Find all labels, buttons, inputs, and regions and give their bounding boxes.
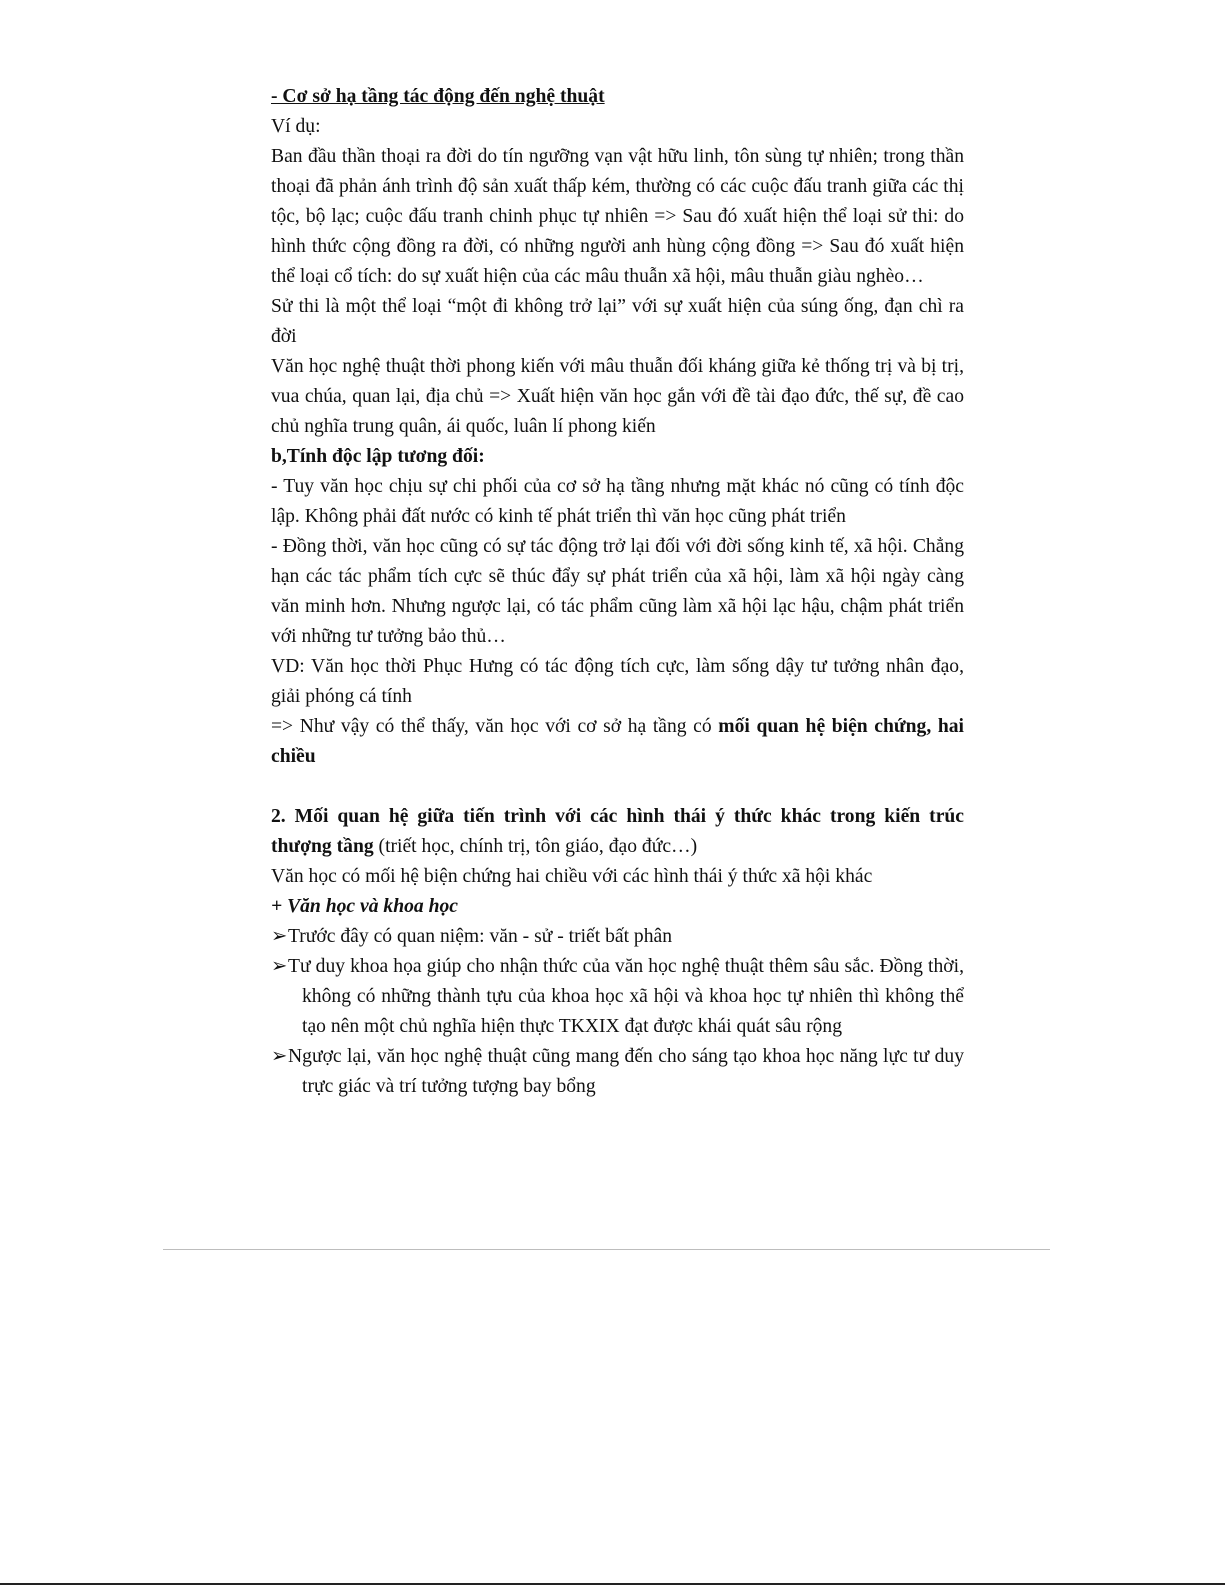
subheading-literature-science: + Văn học và khoa học xyxy=(271,896,458,917)
section-heading-infrastructure: - Cơ sở hạ tầng tác động đến nghệ thuật xyxy=(271,86,605,107)
paragraph-dialectical-relation: Văn học có mối hệ biện chứng hai chiều với các hình thái ý thức xã hội khác xyxy=(271,866,873,887)
example-label: Ví dụ: xyxy=(271,116,321,137)
section-heading-relative-independence: b,Tính độc lập tương đối: xyxy=(271,446,485,467)
footer-divider xyxy=(163,1249,1050,1250)
paragraph-epic-end: Sử thi là một thể loại “một đi không trở lại” với sự xuất hiện của súng ống, đạn chì ra đời xyxy=(271,296,964,347)
arrow-bullet-icon: ➢ xyxy=(271,926,288,947)
document-page xyxy=(271,82,964,1102)
paragraph-independence: - Tuy văn học chịu sự chi phối của cơ sở hạ tầng nhưng mặt khác nó cũng có tính độc lập. Không phải đất nước có kinh tế phát triển thì văn học cũng phát triển xyxy=(271,476,964,527)
section-heading-superstructure: 2. Mối quan hệ giữa tiến trình với các hình thái ý thức khác trong kiến trúc thượng tầng (triết học, chính trị, tôn giáo, đạo đức…) xyxy=(271,806,964,857)
bullet-item: ➢ Trước đây có quan niệm: văn - sử - triết bất phân xyxy=(271,922,964,952)
bullet-item: ➢ Tư duy khoa họa giúp cho nhận thức của văn học nghệ thuật thêm sâu sắc. Đồng thời, không có những thành tựu của khoa học xã hội và khoa học tự nhiên thì không thể tạo nên một chủ nghĩa hiện thực TKXIX đạt được khái quát sâu rộng xyxy=(271,952,964,1042)
bullet-item: ➢ Ngược lại, văn học nghệ thuật cũng mang đến cho sáng tạo khoa học năng lực tư duy trực giác và trí tưởng tượng bay bổng xyxy=(271,1042,964,1102)
paragraph-myth-epic: Ban đầu thần thoại ra đời do tín ngưỡng vạn vật hữu linh, tôn sùng tự nhiên; trong thần thoại đã phản ánh trình độ sản xuất thấp kém, thường có các cuộc đấu tranh giữa các thị tộc, bộ lạc; cuộc đấu tranh chinh phục tự nhiên => Sau đó xuất hiện thể loại sử thi: do hình thức cộng đồng ra đời, có những người anh hùng cộng đồng => Sau đó xuất hiện thể loại cổ tích: do sự xuất hiện của các mâu thuẫn xã hội, mâu thuẫn giàu nghèo… xyxy=(271,146,964,287)
arrow-bullet-icon: ➢ xyxy=(271,956,288,977)
arrow-bullet-icon: ➢ xyxy=(271,1046,288,1067)
paragraph-conclusion: => Như vậy có thể thấy, văn học với cơ sở hạ tầng có mối quan hệ biện chứng, hai chiều xyxy=(271,716,965,767)
paragraph-feudal-literature: Văn học nghệ thuật thời phong kiến với mâu thuẫn đối kháng giữa kẻ thống trị và bị trị, vua chúa, quan lại, địa chủ => Xuất hiện văn học gắn với đề tài đạo đức, thế sự, đề cao chủ nghĩa trung quân, ái quốc, luân lí phong kiến xyxy=(271,356,964,437)
paragraph-feedback-effect: - Đồng thời, văn học cũng có sự tác động trở lại đối với đời sống kinh tế, xã hội. Chẳng hạn các tác phẩm tích cực sẽ thúc đẩy sự phát triển của xã hội, làm xã hội ngày càng văn minh hơn. Nhưng ngược lại, có tác phẩm cũng làm xã hội lạc hậu, chậm phát triển với những tư tưởng bảo thủ… xyxy=(271,536,964,647)
blank-line xyxy=(271,772,964,802)
paragraph-renaissance-example: VD: Văn học thời Phục Hưng có tác động tích cực, làm sống dậy tư tưởng nhân đạo, giải phóng cá tính xyxy=(271,656,964,707)
